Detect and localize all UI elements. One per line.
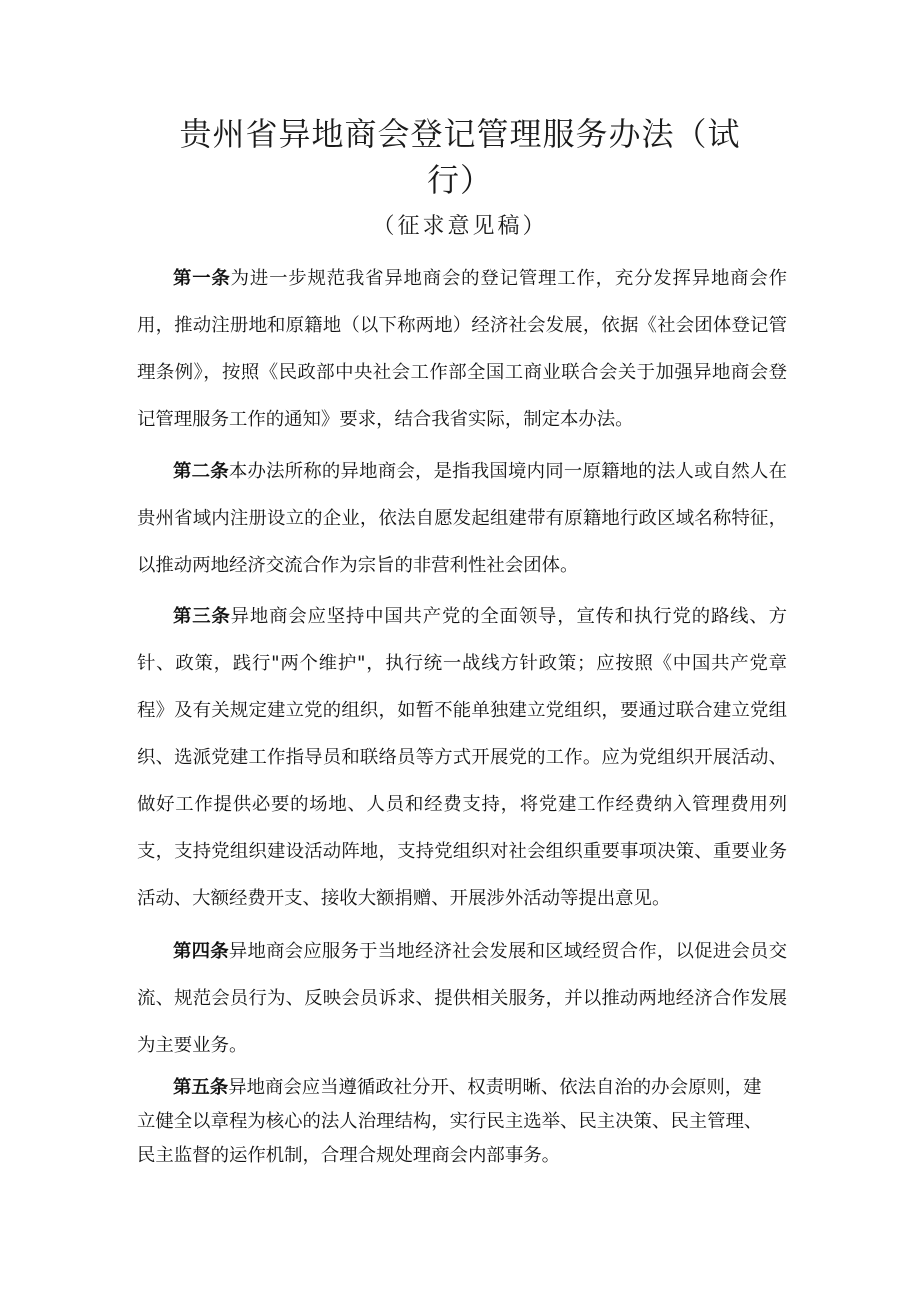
article-4 [137,928,787,1069]
document-title-line-1: 贵州省异地商会登记管理服务办法（试 [179,115,741,153]
document-subtitle: （征求意见稿） [372,214,548,239]
article-1-text: 为进一步规范我省异地商会的登记管理工作，充分发挥异地商会作用，推动注册地和原籍地（以下称两地）经济社会发展，依据《社会团体登记管理条例》，按照《民政部中央社会工作部全国工商业联合会关于加强异地商会登记管理服务工作的通知》要求，结合我省实际，制定本办法。 [137,268,787,430]
article-2-text: 本办法所称的异地商会，是指我国境内同一原籍地的法人或自然人在贵州省域内注册设立的企业，依法自愿发起组建带有原籍地行政区域名称特征，以推动两地经济交流合作为宗旨的非营利性社会团体。 [137,461,787,576]
article-4-heading: 第四条 [173,941,229,962]
article-2 [137,448,787,589]
article-4-text: 异地商会应服务于当地经济社会发展和区域经贸合作，以促进会员交流、规范会员行为、反映会员诉求、提供相关服务，并以推动两地经济合作发展为主要业务。 [137,941,787,1056]
article-1 [137,255,787,443]
article-3 [137,593,787,922]
document-title-line-2: 行） [426,161,493,199]
article-3-text: 异地商会应坚持中国共产党的全面领导，宣传和执行党的路线、方针、政策，践行"两个维护"，执行统一战线方针政策；应按照《中国共产党章程》及有关规定建立党的组织，如暂不能单独建立党组织，要通过联合建立党组织、选派党建工作指导员和联络员等方式开展党的工作。应为党组织开展活动、做好工作提供必要的场地、人员和经费支持，将党建工作经费纳入管理费用列支，支持党组织建设活动阵地，支持党组织对社会组织重要事项决策、重要业务活动、大额经费开支、接收大额捐赠、开展涉外活动等提出意见。 [137,606,787,909]
article-1-heading: 第一条 [173,268,231,289]
article-2-heading: 第二条 [173,461,229,482]
article-5-heading: 第五条 [173,1077,229,1098]
article-3-heading: 第三条 [173,606,231,627]
article-5 [137,1071,773,1173]
article-5-text: 异地商会应当遵循政社分开、权责明晰、依法自治的办会原则，建立健全以章程为核心的法人治理结构，实行民主选举、民主决策、民主管理、民主监督的运作机制，合理合规处理商会内部事务。 [137,1077,763,1166]
